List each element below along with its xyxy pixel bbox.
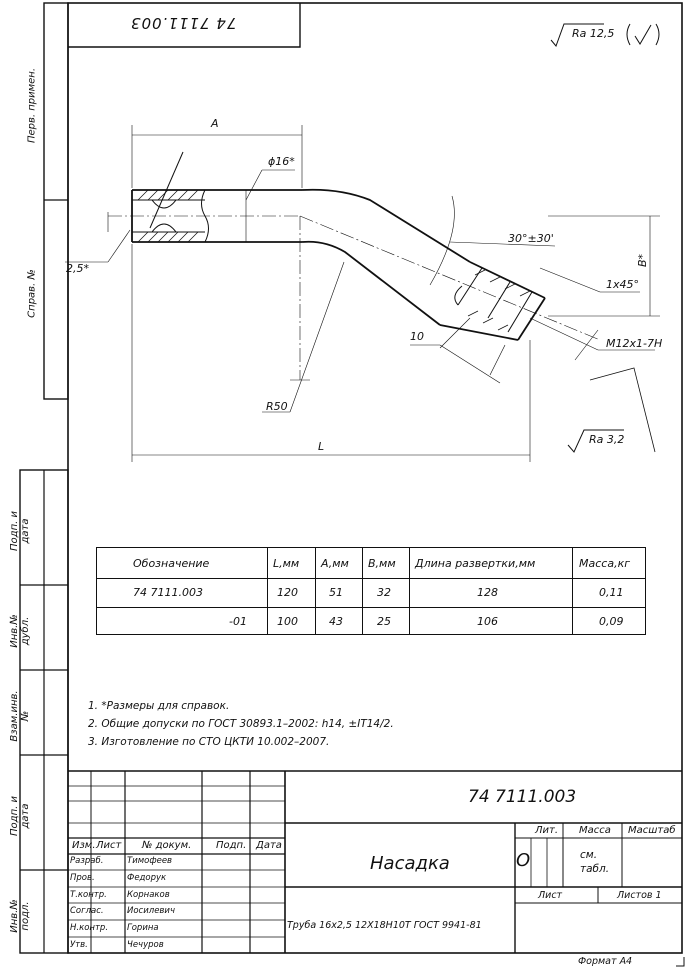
name-soglas: Иосилевич [127, 906, 175, 916]
th-designation: Обозначение [133, 556, 210, 570]
name-nkontr: Горина [127, 923, 159, 933]
dim-radius: R50 [266, 400, 288, 413]
name-tkontr: Корнаков [127, 890, 170, 900]
mass-label: Масса [579, 825, 611, 836]
role-utv: Утв. [70, 940, 88, 950]
lit-label: Лит. [535, 825, 559, 836]
dim-chamfer-25: 2,5* [66, 262, 89, 275]
format-label: Формат А4 [578, 956, 633, 967]
side-label-vzam: Взам.инв. № [9, 690, 31, 742]
name-utv: Чечуров [127, 940, 164, 950]
title-material: Труба 16х2,5 12Х18Н10Т ГОСТ 9941-81 [287, 920, 482, 931]
side-label-sprav: Справ. № [26, 269, 38, 318]
th-b: B,мм [368, 556, 396, 570]
note-2: 2. Общие допуски по ГОСТ 30893.1–2002: h14, ±IT14/2. [88, 718, 394, 730]
sheets-label: Листов 1 [617, 890, 662, 901]
role-razrab: Разраб. [70, 856, 104, 866]
th-l: L,мм [273, 556, 300, 570]
side-label-inv-dubl: Инв.№ дубл. [9, 614, 31, 648]
mass-value: см. табл. [580, 849, 610, 875]
roughness-thread: Ra 3,2 [589, 433, 625, 446]
tb-header-podp: Подп. [216, 840, 247, 851]
cell-a: 43 [329, 614, 343, 628]
drawing-number-upside: 74 7111.003 [130, 14, 237, 32]
dim-angle: 30°±30' [508, 232, 554, 245]
cell-designation: 74 7111.003 [133, 586, 203, 599]
role-prov: Пров. [70, 873, 95, 883]
name-prov: Федорук [127, 873, 167, 883]
dim-a: A [211, 117, 219, 130]
cell-l: 100 [277, 614, 298, 628]
th-a: A,мм [321, 556, 349, 570]
side-label-podp2: Подп. и дата [9, 796, 31, 836]
side-label-perv: Перв. примен. [26, 67, 38, 144]
title-name: Насадка [370, 853, 450, 874]
th-length: Длина развертки,мм [415, 556, 536, 570]
cell-b: 32 [377, 586, 391, 599]
role-tkontr: Т.контр. [70, 890, 107, 900]
tb-header-izm: Изм. [72, 840, 96, 851]
dim-b: B* [636, 253, 650, 268]
cell-l: 120 [277, 586, 298, 599]
dim-thread: M12x1-7H [606, 337, 663, 350]
dim-diameter: ϕ16* [268, 155, 295, 168]
side-label-inv-podl: Инв.№ подл. [9, 899, 31, 933]
dim-chamfer-1x45: 1x45° [606, 278, 640, 291]
side-label-podp1: Подп. и дата [9, 511, 31, 551]
cell-b: 25 [377, 614, 391, 628]
cell-length: 106 [477, 614, 498, 628]
tb-header-date: Дата [256, 840, 282, 851]
cell-a: 51 [329, 586, 343, 599]
role-nkontr: Н.контр. [70, 923, 109, 933]
dim-ten: 10 [410, 330, 424, 343]
scale-label: Масштаб [628, 825, 676, 836]
tb-header-doc: № докум. [142, 840, 192, 851]
role-soglas: Соглас. [70, 906, 104, 916]
roughness-general: Ra 12,5 [572, 27, 615, 40]
cell-mass: 0,11 [599, 586, 624, 599]
note-3: 3. Изготовление по СТО ЦКТИ 10.002–2007. [88, 736, 330, 748]
tb-header-list: Лист [96, 840, 122, 851]
dim-l: L [318, 440, 325, 453]
cell-mass: 0,09 [599, 614, 624, 628]
title-number: 74 7111.003 [468, 787, 577, 807]
th-mass: Масса,кг [579, 556, 630, 570]
cell-designation: -01 [229, 614, 247, 628]
sheet-label: Лист [538, 890, 563, 901]
note-1: 1. *Размеры для справок. [88, 700, 230, 712]
name-razrab: Тимофеев [127, 856, 173, 866]
cell-length: 128 [477, 586, 498, 599]
lit-value: О [516, 850, 531, 871]
